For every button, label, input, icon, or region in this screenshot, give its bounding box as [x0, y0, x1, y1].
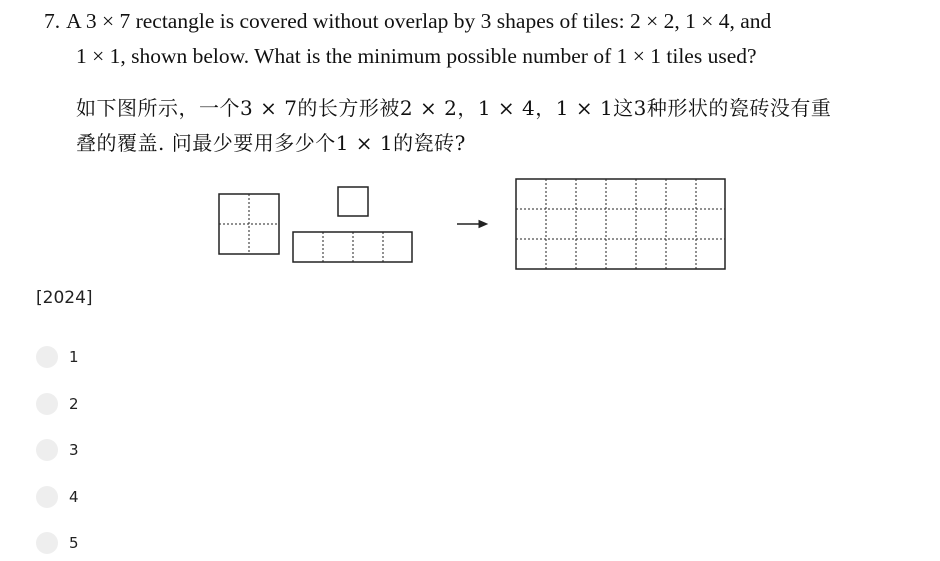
- tile-1x1: [338, 187, 368, 216]
- answer-options: [36, 334, 79, 561]
- question-chinese-line-1: 如下图所示，一个3 × 7的长方形被2 × 2，1 × 4，1 × 1这3种形状的瓷砖没有重: [76, 96, 832, 120]
- question-number: 7.: [44, 9, 61, 33]
- question-text-line-1: [44, 4, 771, 38]
- question-chinese-line-2: 叠的覆盖. 问最少要用多少个1 × 1的瓷砖?: [76, 131, 466, 155]
- answer-option-label: 5: [69, 534, 79, 553]
- question-english-line-1: A 3 × 7 rectangle is covered without overlap by 3 shapes of tiles: 2 × 2, 1 × 4, and: [66, 9, 772, 33]
- answer-option-label: 2: [69, 394, 79, 413]
- answer-option-label: 4: [69, 487, 79, 506]
- radio-button[interactable]: [36, 532, 58, 554]
- year-tag: [2024]: [36, 288, 93, 308]
- answer-option-4[interactable]: [36, 474, 79, 521]
- rectangle-3x7-grid: [516, 179, 725, 269]
- tile-1x4: [293, 232, 412, 262]
- answer-option-1[interactable]: [36, 334, 79, 381]
- radio-button[interactable]: [36, 346, 58, 368]
- radio-button[interactable]: [36, 439, 58, 461]
- answer-option-3[interactable]: [36, 427, 79, 474]
- tile-2x2: [219, 194, 279, 254]
- answer-option-2[interactable]: [36, 381, 79, 428]
- answer-option-5[interactable]: [36, 520, 79, 561]
- radio-button[interactable]: [36, 393, 58, 415]
- answer-option-label: 3: [69, 441, 79, 460]
- tiles-figure: [205, 165, 735, 280]
- arrow-right-icon: [457, 221, 487, 228]
- question-english-line-2: 1 × 1, shown below. What is the minimum possible number of 1 × 1 tiles used?: [76, 44, 757, 68]
- radio-button[interactable]: [36, 486, 58, 508]
- answer-option-label: 1: [69, 348, 79, 367]
